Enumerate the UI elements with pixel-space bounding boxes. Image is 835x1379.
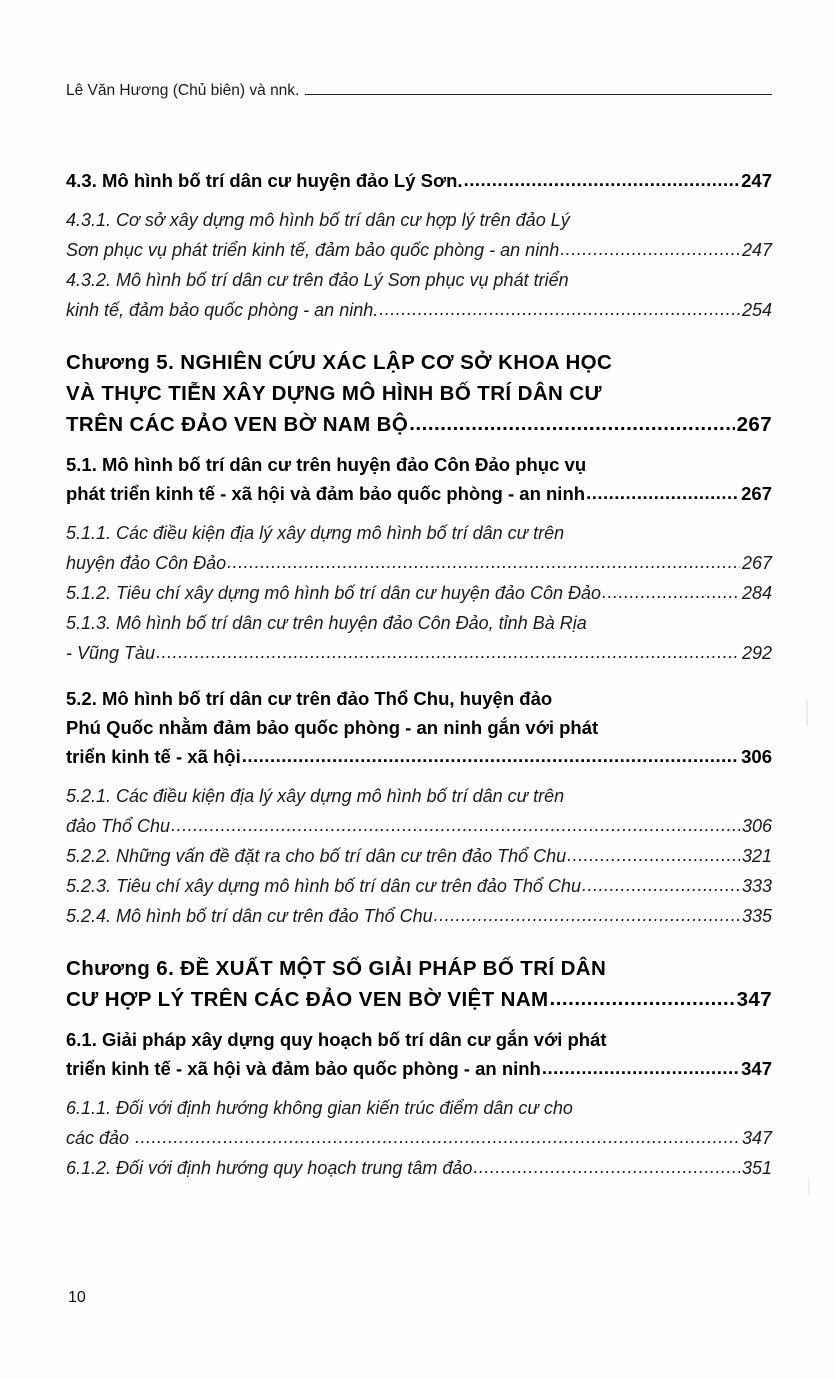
toc-page-number: 306 <box>741 816 772 836</box>
toc-page-number: 267 <box>736 413 772 436</box>
edge-artifact <box>808 1178 810 1196</box>
toc-entry-final-line <box>66 409 772 440</box>
edge-artifact <box>806 700 808 726</box>
toc-entry-line: 4.3.2. Mô hình bố trí dân cư trên đảo Lý Sơn phục vụ phát triển <box>66 270 569 290</box>
toc-entry-final-line <box>66 295 772 325</box>
toc-spacer <box>66 771 772 781</box>
toc-entry-title: huyện đảo Côn Đảo <box>66 553 227 573</box>
toc-leader-dots <box>379 307 740 325</box>
toc-entry-line: Phú Quốc nhằm đảm bảo quốc phòng - an ninh gắn với phát <box>66 717 599 738</box>
toc-entry-final-line <box>66 548 772 578</box>
toc-entry-line: 5.1.3. Mô hình bố trí dân cư trên huyện đảo Côn Đảo, tỉnh Bà Rịa <box>66 613 587 633</box>
toc-entry-final-line <box>66 871 772 901</box>
toc-entry-title: CƯ HỢP LÝ TRÊN CÁC ĐẢO VEN BỜ VIỆT NAM <box>66 988 549 1011</box>
toc-entry-title: 5.1.2. Tiêu chí xây dựng mô hình bố trí dân cư huyện đảo Côn Đảo <box>66 583 601 603</box>
toc-entry-title: đảo Thổ Chu <box>66 816 171 836</box>
toc-entry-line: 6.1.1. Đối với định hướng không gian kiến trúc điểm dân cư cho <box>66 1098 573 1118</box>
toc-entry-final-line <box>66 235 772 265</box>
toc-page-number: 351 <box>741 1158 772 1178</box>
toc-entry-title: - Vũng Tàu <box>66 643 156 663</box>
toc-entry-line: Chương 6. ĐỀ XUẤT MỘT SỐ GIẢI PHÁP BỐ TRÍ DÂN <box>66 957 607 980</box>
toc-entry-title: 5.2.4. Mô hình bố trí dân cư trên đảo Thổ Chu <box>66 906 433 926</box>
toc-entry-title: kinh tế, đảm bảo quốc phòng - an ninh. <box>66 300 379 320</box>
toc-page-number: 247 <box>741 240 772 260</box>
toc-entry-final-line <box>66 984 772 1015</box>
toc-entry-line: 5.1.1. Các điều kiện địa lý xây dựng mô hình bố trí dân cư trên <box>66 523 565 543</box>
toc-leader-dots <box>464 177 740 196</box>
toc-entry-final-line <box>66 166 772 195</box>
toc-leader-dots <box>409 420 734 441</box>
page-number: 10 <box>68 1289 86 1306</box>
toc-entry-final-line <box>66 742 772 771</box>
toc-leader-dots <box>473 1165 740 1183</box>
toc-spacer <box>66 931 772 953</box>
toc-subsection-entry[interactable] <box>66 205 772 265</box>
toc-entry-final-line <box>66 901 772 931</box>
toc-entry-line: VÀ THỰC TIỄN XÂY DỰNG MÔ HÌNH BỐ TRÍ DÂN CƯ <box>66 382 602 405</box>
toc-chapter-entry[interactable] <box>66 347 772 440</box>
toc-subsection-entry[interactable] <box>66 265 772 325</box>
toc-leader-dots <box>567 853 740 871</box>
toc-page-number: 267 <box>741 483 772 504</box>
toc-entry-title: Sơn phục vụ phát triển kinh tế, đảm bảo quốc phòng - an ninh <box>66 240 560 260</box>
toc-spacer <box>66 1083 772 1093</box>
toc-entry-title: 6.1.2. Đối với định hướng quy hoạch trung tâm đảo <box>66 1158 473 1178</box>
toc-subsection-entry[interactable] <box>66 578 772 608</box>
toc-page-number: 335 <box>741 906 772 926</box>
toc-entry-final-line <box>66 479 772 508</box>
toc-page-number: 267 <box>741 553 772 573</box>
toc-spacer <box>66 1015 772 1025</box>
toc-leader-dots <box>242 753 739 772</box>
toc-page-number: 254 <box>741 300 772 320</box>
running-header-text: Lê Văn Hương (Chủ biên) và nnk. <box>66 82 300 99</box>
toc-spacer <box>66 440 772 450</box>
toc-leader-dots <box>434 913 740 931</box>
toc-leader-dots <box>586 490 739 509</box>
toc-leader-dots <box>542 1065 739 1084</box>
toc-page-number: 284 <box>741 583 772 603</box>
toc-section-entry[interactable] <box>66 684 772 771</box>
toc-subsection-entry[interactable] <box>66 901 772 931</box>
toc-entry-final-line <box>66 578 772 608</box>
toc-page-number: 347 <box>741 1058 772 1079</box>
toc-entry-title: 5.2.3. Tiêu chí xây dựng mô hình bố trí dân cư trên đảo Thổ Chu <box>66 876 581 896</box>
toc-spacer <box>66 668 772 684</box>
toc-subsection-entry[interactable] <box>66 1153 772 1183</box>
toc-section-entry[interactable] <box>66 1025 772 1083</box>
toc-entry-final-line <box>66 841 772 871</box>
toc-leader-dots <box>602 590 740 608</box>
toc-entry-final-line <box>66 1123 772 1153</box>
toc-subsection-entry[interactable] <box>66 608 772 668</box>
toc-entry-title: 4.3. Mô hình bố trí dân cư huyện đảo Lý Sơn. <box>66 170 463 191</box>
toc-page-number: 247 <box>741 170 772 191</box>
toc-entry-title: các đảo <box>66 1128 135 1148</box>
toc-subsection-entry[interactable] <box>66 841 772 871</box>
toc-entry-final-line <box>66 1153 772 1183</box>
toc-page-number: 321 <box>741 846 772 866</box>
toc-leader-dots <box>156 650 740 668</box>
toc-entry-title: triển kinh tế - xã hội <box>66 746 241 767</box>
toc-entry-final-line <box>66 638 772 668</box>
toc-entry-title: TRÊN CÁC ĐẢO VEN BỜ NAM BỘ <box>66 413 409 436</box>
toc-entry-line: Chương 5. NGHIÊN CỨU XÁC LẬP CƠ SỞ KHOA HỌC <box>66 351 613 374</box>
toc-subsection-entry[interactable] <box>66 871 772 901</box>
toc-subsection-entry[interactable] <box>66 781 772 841</box>
toc-leader-dots <box>135 1135 740 1153</box>
toc-leader-dots <box>582 883 740 901</box>
toc-subsection-entry[interactable] <box>66 1093 772 1153</box>
running-header <box>66 82 772 99</box>
toc-page-number: 306 <box>741 746 772 767</box>
toc-page-number: 347 <box>736 988 772 1011</box>
toc-entry-title: triển kinh tế - xã hội và đảm bảo quốc phòng - an ninh <box>66 1058 541 1079</box>
toc-section-entry[interactable] <box>66 450 772 508</box>
toc-entry-line: 5.2.1. Các điều kiện địa lý xây dựng mô hình bố trí dân cư trên <box>66 786 565 806</box>
toc-page-number: 347 <box>741 1128 772 1148</box>
table-of-contents <box>66 166 772 1183</box>
toc-entry-title: phát triển kinh tế - xã hội và đảm bảo quốc phòng - an ninh <box>66 483 586 504</box>
toc-page-number: 333 <box>741 876 772 896</box>
toc-spacer <box>66 195 772 205</box>
toc-entry-final-line <box>66 811 772 841</box>
toc-section-entry[interactable] <box>66 166 772 195</box>
toc-leader-dots <box>171 823 740 841</box>
toc-leader-dots <box>550 995 735 1016</box>
toc-spacer <box>66 325 772 347</box>
toc-entry-line: 6.1. Giải pháp xây dựng quy hoạch bố trí dân cư gắn với phát <box>66 1029 607 1050</box>
toc-leader-dots <box>227 560 740 578</box>
toc-entry-title: 5.2.2. Những vấn đề đặt ra cho bố trí dân cư trên đảo Thổ Chu <box>66 846 567 866</box>
toc-entry-line: 4.3.1. Cơ sở xây dựng mô hình bố trí dân cư hợp lý trên đảo Lý <box>66 210 570 230</box>
toc-chapter-entry[interactable] <box>66 953 772 1015</box>
toc-entry-line: 5.2. Mô hình bố trí dân cư trên đảo Thổ Chu, huyện đảo <box>66 688 553 709</box>
toc-leader-dots <box>560 247 740 265</box>
toc-entry-line: 5.1. Mô hình bố trí dân cư trên huyện đảo Côn Đảo phục vụ <box>66 454 587 475</box>
toc-entry-final-line <box>66 1054 772 1083</box>
toc-spacer <box>66 508 772 518</box>
running-header-rule <box>305 93 772 95</box>
toc-page-number: 292 <box>741 643 772 663</box>
toc-subsection-entry[interactable] <box>66 518 772 578</box>
